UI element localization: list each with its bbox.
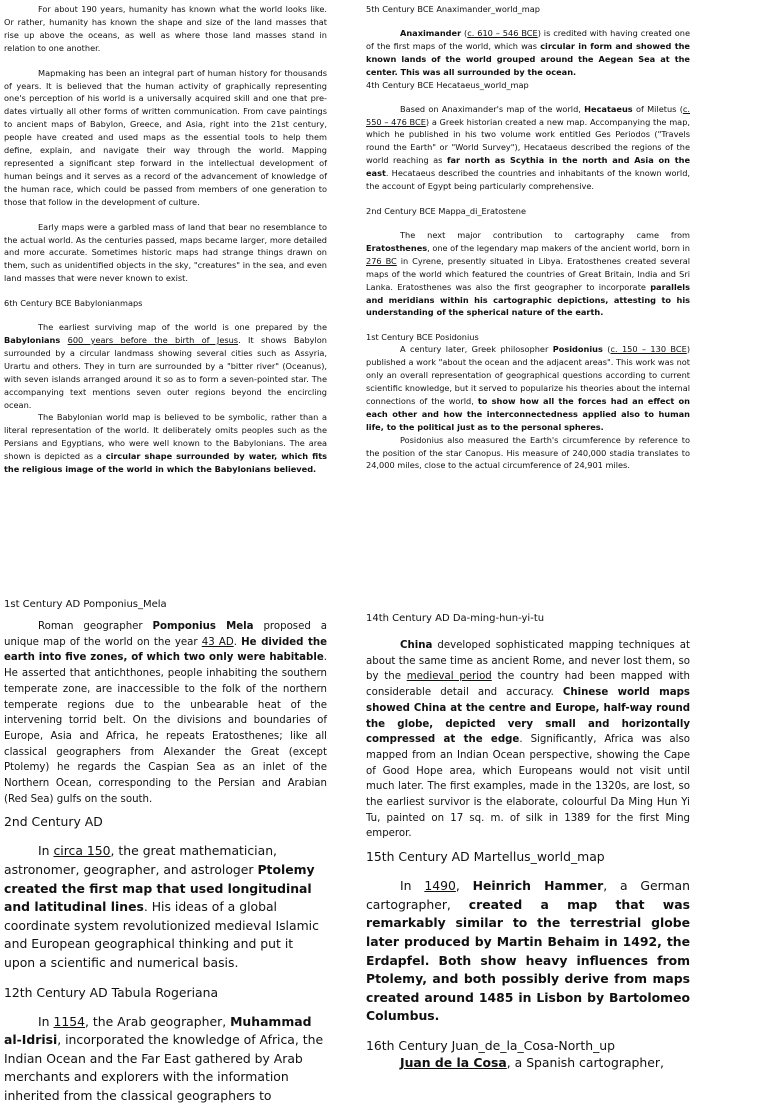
left-top-column [4, 3, 327, 476]
right-top-column [366, 3, 690, 472]
posidonius-paragraph: A century later, Greek philosopher Posidonius (c. 150 – 130 BCE) published a work "about the ocean and the adjacent areas". This work was not only an overall representation of geographical questions according to current scientific knowledge, but it served to popularize his theories about the internal connections of the world, to show how all the forces had an effect on each other and how the interconnectedness applied also to human life, to the political just as to the personal spheres. [366, 344, 691, 432]
hecataeus-paragraph: Based on Anaximander's map of the world, Hecataeus of Miletus (c. 550 – 476 BCE) a Greek historian created a new map. Accompanying the map, which he published in his two volume work entitled Ges Periodos ("Travels round the Earth" or "World Survey"), Hecataeus described the regions of the world reaching as far north as Scythia in the north and Asia on the east. Hecataeus described the countries and inhabitants of the known world, the account of Egypt being particularly comprehensive. [366, 103, 691, 192]
posidonius-circumference-paragraph: Posidonius also measured the Earth's circumference by reference to the position of the star Canopus. His measure of 240,000 stadia translates to 24,000 miles, close to the actual circumference of 24,901 miles. [366, 434, 690, 471]
section-heading-da-ming: 14th Century AD Da-ming-hun-yi-tu [366, 613, 545, 624]
section-heading-juan-de-la-cosa: 16th Century Juan_de_la_Cosa-North_up [366, 1037, 616, 1053]
pomponius-mela-paragraph: Roman geographer Pomponius Mela proposed a unique map of the world on the year 43 AD. He divided the earth into five zones, of which two only were habitable. He asserted that antichthones, people inhabiting the southern temperate zone, are inaccessible to the folk of the northern temperate regions due to the unbearable heat of the intervening torrid belt. On the divisions and boundaries of Europe, Asia and Africa, he repeats Eratosthenes; like all classical geographers from Alexander the Great (except Ptolemy) he regards the Caspian Sea as an inlet of the Northern Ocean, corresponding to the Persian and Arabian (Red Sea) gulfs on the south. [4, 621, 327, 805]
section-heading-eratosthenes: 2nd Century BCE Mappa_di_Eratostene [366, 205, 526, 216]
ptolemy-paragraph: In circa 150, the great mathematician, astronomer, geographer, and astrologer Ptolemy created the first map that used longitudinal and latitudinal lines. His ideas of a global coordinate system revolutionized medieval Islamic and European geographical thinking and put it upon a scientific and numerical basis. [4, 843, 319, 970]
intro-paragraph: For about 190 years, humanity has known what the world looks like. Or rather, humanity has known the shape and size of the land masses that rise up above the oceans, as well as where those land masses stand in relation to one another. [4, 4, 327, 53]
section-heading-martellus: 15th Century AD Martellus_world_map [366, 849, 605, 865]
juan-de-la-cosa-paragraph: Juan de la Cosa, a Spanish cartographer, [400, 1054, 664, 1070]
section-heading-tabula-rogeriana: 12th Century AD Tabula Rogeriana [4, 984, 219, 1000]
mapmaking-paragraph: Mapmaking has been an integral part of human history for thousands of years. It is believed that the human activity of graphically representing one's perception of his world is a universally acquired skill and one that pre-dates virtually all other forms of written communication. From cave paintings to ancient maps of Babylon, Greece, and Asia, right into the 21st century, people have created and used maps as the essential tools to help them define, explain, and navigate their way through the world. Mapping represented a significant step forward in the intellectual development of human beings and it serves as a record of the advancement of knowledge of the human race, which could be passed from members of one generation to those that follow in the development of culture. [4, 67, 327, 207]
section-heading-ptolemy: 2nd Century AD [4, 814, 103, 830]
babylonian-symbolic-paragraph: The Babylonian world map is believed to be symbolic, rather than a literal representation of the world. It deliberately omits peoples such as the Persians and Egyptians, who were well known to the Babylonians. The area shown is depicted as a circular shape surrounded by water, which fits the religious image of the world in which the Babylonians believed. [4, 412, 327, 475]
right-bottom-column [366, 612, 690, 1072]
section-heading-hecataeus: 4th Century BCE Hecataeus_world_map [366, 79, 529, 90]
da-ming-paragraph: China developed sophisticated mapping techniques at about the same time as ancient Rome, and never lost them, so by the medieval period the country had been mapped with considerable detail and accuracy. Chinese world maps showed China at the centre and Europe, half-way round the globe, depicted very small and horizontally compressed at the edge. Significantly, Africa was also mapped from an Indian Ocean perspective, showing the Cape of Good Hope area, which Europeans would not visit until much later. The first examples, made in the 1320s, are lost, so the earliest survivor is the elaborate, colourful Da Ming Hun Yi Tu, painted on 17 sq. m. of silk in 1389 for the first Ming emperor. [366, 640, 690, 840]
left-bottom-column [4, 598, 327, 1106]
martellus-paragraph: In 1490, Heinrich Hammer, a German cartographer, created a map that was remarkably similar to the terrestrial globe later produced by Martin Behaim in 1492, the Erdapfel. Both show heavy influences from Ptolemy, and both possibly derive from maps created around 1485 in Lisbon by Bartolomeo Columbus. [366, 878, 690, 1024]
section-heading-pomponius-mela: 1st Century AD Pomponius_Mela [4, 599, 167, 610]
eratosthenes-paragraph: The next major contribution to cartography came from Eratosthenes, one of the legendary map makers of the ancient world, born in 276 BC in Cyrene, presently situated in Libya. Eratosthenes created several maps of the world which featured the countries of Great Britain, India and Sri Lanka. Eratosthenes was also the first geographer to incorporate parallels and meridians within his cartographic depictions, attesting to his understanding of the spherical nature of the earth. [366, 229, 690, 318]
section-heading-anaximander: 5th Century BCE Anaximander_world_map [366, 4, 540, 14]
anaximander-paragraph: Anaximander (c. 610 – 546 BCE) is credited with having created one of the first maps of the world, which was circular in form and showed the known lands of the world grouped around the Aegean Sea at the center. This was all surrounded by the ocean. [366, 28, 691, 77]
babylonian-paragraph: The earliest surviving map of the world is one prepared by the Babylonians 600 years before the birth of Jesus. It shows Babylon surrounded by a circular landmass showing several cities such as Assyria, Urartu and others. They in turn are surrounded by a "bitter river" (Oceanus), with seven islands arranged around it so as to form a seven-pointed star. The accompanying text mentions seven outer regions beyond the encircling ocean. [4, 322, 327, 410]
section-heading-babylonian: 6th Century BCE Babylonianmaps [4, 298, 143, 309]
section-heading-posidonius: 1st Century BCE Posidonius [366, 332, 479, 343]
early-maps-paragraph: Early maps were a garbled mass of land that bear no resemblance to the actual world. As the centuries passed, maps became larger, more detailed and more accurate. Sometimes historic maps had strange things drawn on them, such as unidentified objects in the sky, "creatures" in the sea, and even land masses that were never known to exist. [4, 221, 327, 284]
tabula-rogeriana-paragraph: In 1154, the Arab geographer, Muhammad al-Idrisi, incorporated the knowledge of Africa, the Indian Ocean and the Far East gathered by Arab merchants and explorers with the information inherited from the classical geographers to [4, 1013, 324, 1103]
